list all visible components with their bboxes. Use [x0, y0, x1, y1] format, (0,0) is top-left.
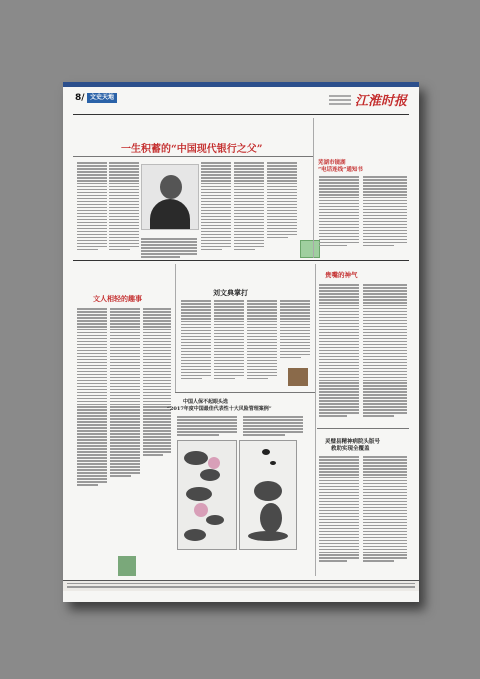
text-column — [109, 162, 139, 252]
rule — [317, 428, 409, 429]
side-headline-1: 芜湖市镜湖 — [318, 160, 346, 166]
text-column — [181, 300, 211, 381]
header-rule — [73, 114, 409, 115]
text-column — [363, 284, 407, 418]
column-divider — [313, 118, 314, 258]
page-number: 8/ — [75, 93, 85, 103]
zhonghua-headline-2: “2017年度中国最佳代表性十大风险管理案例” — [167, 406, 272, 412]
section-rule — [73, 260, 409, 261]
zhonghua-headline-1: 中国人保不起眼头选 — [183, 399, 229, 405]
liu-headline: 刘文典掌打 — [213, 288, 248, 297]
column-divider — [175, 264, 176, 392]
jiazui-headline: 贵嘴的神气 — [325, 271, 358, 279]
text-column — [77, 162, 107, 252]
rule — [73, 156, 313, 157]
text-column — [177, 416, 237, 437]
text-column — [319, 176, 359, 248]
portrait-photo — [141, 164, 199, 230]
text-column — [234, 162, 264, 252]
bird-painting-right — [239, 440, 297, 550]
column-divider — [315, 264, 316, 576]
text-column — [267, 162, 297, 240]
bamboo-illustration — [118, 556, 136, 576]
top-rule — [63, 82, 419, 87]
text-column — [214, 300, 244, 381]
graphic-box — [300, 240, 320, 258]
lingbi-headline-1: 灵璧县精神病院头版号 — [325, 439, 381, 445]
footer — [63, 580, 419, 591]
lingbi-headline-2: 救助实现全覆盖 — [331, 446, 370, 452]
masthead-meta — [329, 93, 351, 107]
text-column — [363, 456, 407, 563]
text-column — [77, 308, 107, 487]
rule — [175, 392, 315, 393]
text-column — [201, 162, 231, 252]
wenren-headline: 文人相轻的趣事 — [93, 294, 142, 303]
text-column — [247, 300, 277, 381]
section-tag: 文史天地 — [87, 93, 117, 103]
text-column — [363, 176, 407, 248]
text-column — [110, 308, 140, 478]
small-photo — [288, 368, 308, 386]
main-headline: 一生积蓄的“中国现代银行之父” — [121, 144, 263, 155]
text-column — [141, 238, 197, 259]
flower-painting-left — [177, 440, 237, 550]
text-column — [143, 308, 171, 457]
masthead: 江淮时报 — [354, 94, 407, 109]
text-column — [280, 300, 310, 360]
newspaper-page — [63, 82, 419, 602]
side-headline-2: “电话连线”通知书 — [318, 167, 363, 173]
text-column — [319, 284, 359, 418]
text-column — [319, 456, 359, 563]
text-column — [243, 416, 303, 437]
